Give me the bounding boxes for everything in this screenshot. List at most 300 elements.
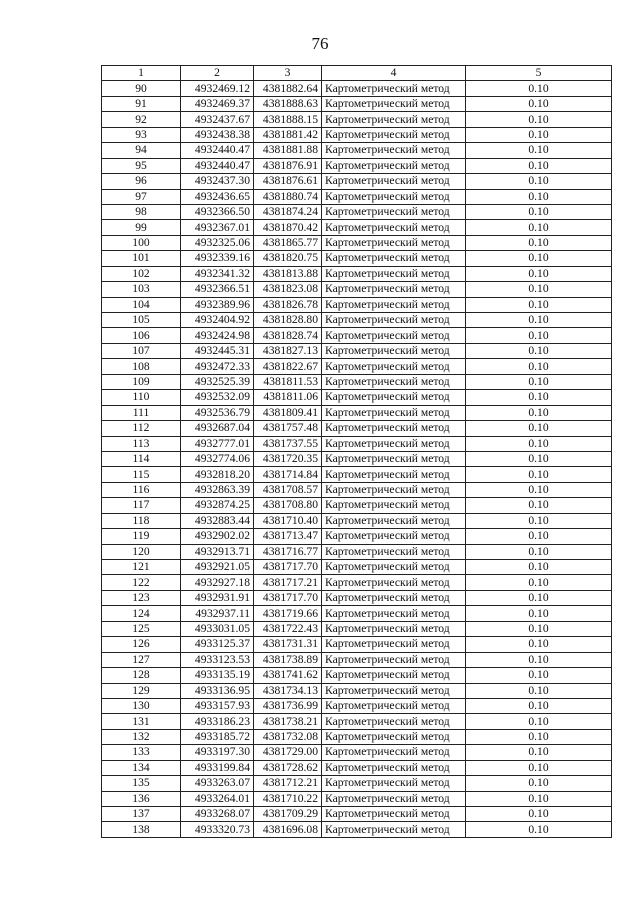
method-cell: Картометрический метод	[322, 498, 466, 513]
method-cell: Картометрический метод	[322, 668, 466, 683]
x-coordinate-cell: 4932437.67	[181, 112, 254, 127]
x-coordinate-cell: 4932921.05	[181, 560, 254, 575]
y-coordinate-cell: 4381714.84	[254, 467, 322, 482]
point-number-cell: 115	[102, 467, 181, 482]
method-cell: Картометрический метод	[322, 282, 466, 297]
table-row	[102, 544, 612, 559]
point-number-cell: 116	[102, 482, 181, 497]
method-cell: Картометрический метод	[322, 235, 466, 250]
point-number-cell: 106	[102, 328, 181, 343]
accuracy-cell: 0.10	[466, 328, 612, 343]
x-coordinate-cell: 4932883.44	[181, 513, 254, 528]
y-coordinate-cell: 4381822.67	[254, 359, 322, 374]
point-number-cell: 118	[102, 513, 181, 528]
accuracy-cell: 0.10	[466, 251, 612, 266]
table-row	[102, 683, 612, 698]
y-coordinate-cell: 4381734.13	[254, 683, 322, 698]
y-coordinate-cell: 4381738.21	[254, 714, 322, 729]
y-coordinate-cell: 4381865.77	[254, 235, 322, 250]
y-coordinate-cell: 4381882.64	[254, 81, 322, 96]
table-row	[102, 590, 612, 605]
point-number-cell: 105	[102, 313, 181, 328]
table-row	[102, 112, 612, 127]
point-number-cell: 117	[102, 498, 181, 513]
method-cell: Картометрический метод	[322, 96, 466, 111]
table-row	[102, 822, 612, 837]
method-cell: Картометрический метод	[322, 390, 466, 405]
point-number-cell: 126	[102, 637, 181, 652]
method-cell: Картометрический метод	[322, 807, 466, 822]
table-row	[102, 482, 612, 497]
y-coordinate-cell: 4381708.80	[254, 498, 322, 513]
table-row	[102, 652, 612, 667]
x-coordinate-cell: 4932777.01	[181, 436, 254, 451]
accuracy-cell: 0.10	[466, 482, 612, 497]
column-header-4: 4	[322, 66, 466, 81]
y-coordinate-cell: 4381826.78	[254, 297, 322, 312]
accuracy-cell: 0.10	[466, 621, 612, 636]
x-coordinate-cell: 4932472.33	[181, 359, 254, 374]
table-row	[102, 451, 612, 466]
method-cell: Картометрический метод	[322, 714, 466, 729]
point-number-cell: 138	[102, 822, 181, 837]
y-coordinate-cell: 4381888.63	[254, 96, 322, 111]
method-cell: Картометрический метод	[322, 405, 466, 420]
table-row	[102, 606, 612, 621]
table-row	[102, 498, 612, 513]
accuracy-cell: 0.10	[466, 127, 612, 142]
point-number-cell: 99	[102, 220, 181, 235]
method-cell: Картометрический метод	[322, 776, 466, 791]
method-cell: Картометрический метод	[322, 328, 466, 343]
table-row	[102, 390, 612, 405]
y-coordinate-cell: 4381710.40	[254, 513, 322, 528]
point-number-cell: 107	[102, 343, 181, 358]
method-cell: Картометрический метод	[322, 174, 466, 189]
column-header-3: 3	[254, 66, 322, 81]
x-coordinate-cell: 4932366.51	[181, 282, 254, 297]
accuracy-cell: 0.10	[466, 96, 612, 111]
accuracy-cell: 0.10	[466, 313, 612, 328]
point-number-cell: 108	[102, 359, 181, 374]
method-cell: Картометрический метод	[322, 575, 466, 590]
x-coordinate-cell: 4933123.53	[181, 652, 254, 667]
method-cell: Картометрический метод	[322, 529, 466, 544]
method-cell: Картометрический метод	[322, 81, 466, 96]
accuracy-cell: 0.10	[466, 652, 612, 667]
table-row	[102, 266, 612, 281]
accuracy-cell: 0.10	[466, 637, 612, 652]
point-number-cell: 129	[102, 683, 181, 698]
accuracy-cell: 0.10	[466, 544, 612, 559]
x-coordinate-cell: 4933135.19	[181, 668, 254, 683]
y-coordinate-cell: 4381717.70	[254, 560, 322, 575]
accuracy-cell: 0.10	[466, 112, 612, 127]
point-number-cell: 131	[102, 714, 181, 729]
x-coordinate-cell: 4932437.30	[181, 174, 254, 189]
accuracy-cell: 0.10	[466, 714, 612, 729]
x-coordinate-cell: 4932424.98	[181, 328, 254, 343]
y-coordinate-cell: 4381716.77	[254, 544, 322, 559]
table-row	[102, 313, 612, 328]
y-coordinate-cell: 4381729.00	[254, 745, 322, 760]
x-coordinate-cell: 4933264.01	[181, 791, 254, 806]
x-coordinate-cell: 4932366.50	[181, 204, 254, 219]
x-coordinate-cell: 4933125.37	[181, 637, 254, 652]
accuracy-cell: 0.10	[466, 359, 612, 374]
table-row	[102, 698, 612, 713]
x-coordinate-cell: 4932341.32	[181, 266, 254, 281]
y-coordinate-cell: 4381736.99	[254, 698, 322, 713]
x-coordinate-cell: 4932469.12	[181, 81, 254, 96]
accuracy-cell: 0.10	[466, 807, 612, 822]
point-number-cell: 110	[102, 390, 181, 405]
method-cell: Картометрический метод	[322, 112, 466, 127]
accuracy-cell: 0.10	[466, 745, 612, 760]
y-coordinate-cell: 4381876.91	[254, 158, 322, 173]
point-number-cell: 128	[102, 668, 181, 683]
method-cell: Картометрический метод	[322, 436, 466, 451]
accuracy-cell: 0.10	[466, 297, 612, 312]
point-number-cell: 125	[102, 621, 181, 636]
point-number-cell: 100	[102, 235, 181, 250]
y-coordinate-cell: 4381757.48	[254, 421, 322, 436]
accuracy-cell: 0.10	[466, 529, 612, 544]
table-row	[102, 714, 612, 729]
table-row	[102, 575, 612, 590]
x-coordinate-cell: 4932687.04	[181, 421, 254, 436]
table-row	[102, 143, 612, 158]
method-cell: Картометрический метод	[322, 822, 466, 837]
y-coordinate-cell: 4381828.74	[254, 328, 322, 343]
x-coordinate-cell: 4933136.95	[181, 683, 254, 698]
method-cell: Картометрический метод	[322, 158, 466, 173]
point-number-cell: 97	[102, 189, 181, 204]
table-row	[102, 776, 612, 791]
table-row	[102, 328, 612, 343]
accuracy-cell: 0.10	[466, 81, 612, 96]
method-cell: Картометрический метод	[322, 297, 466, 312]
method-cell: Картометрический метод	[322, 652, 466, 667]
y-coordinate-cell: 4381811.53	[254, 374, 322, 389]
y-coordinate-cell: 4381717.70	[254, 590, 322, 605]
y-coordinate-cell: 4381708.57	[254, 482, 322, 497]
point-number-cell: 103	[102, 282, 181, 297]
table-row	[102, 560, 612, 575]
method-cell: Картометрический метод	[322, 513, 466, 528]
point-number-cell: 123	[102, 590, 181, 605]
accuracy-cell: 0.10	[466, 760, 612, 775]
y-coordinate-cell: 4381874.24	[254, 204, 322, 219]
x-coordinate-cell: 4932874.25	[181, 498, 254, 513]
x-coordinate-cell: 4932367.01	[181, 220, 254, 235]
accuracy-cell: 0.10	[466, 235, 612, 250]
x-coordinate-cell: 4932438.38	[181, 127, 254, 142]
accuracy-cell: 0.10	[466, 560, 612, 575]
point-number-cell: 95	[102, 158, 181, 173]
y-coordinate-cell: 4381709.29	[254, 807, 322, 822]
accuracy-cell: 0.10	[466, 606, 612, 621]
accuracy-cell: 0.10	[466, 698, 612, 713]
accuracy-cell: 0.10	[466, 791, 612, 806]
point-number-cell: 121	[102, 560, 181, 575]
x-coordinate-cell: 4932774.06	[181, 451, 254, 466]
method-cell: Картометрический метод	[322, 606, 466, 621]
point-number-cell: 98	[102, 204, 181, 219]
accuracy-cell: 0.10	[466, 513, 612, 528]
x-coordinate-cell: 4933031.05	[181, 621, 254, 636]
y-coordinate-cell: 4381712.21	[254, 776, 322, 791]
table-row	[102, 668, 612, 683]
method-cell: Картометрический метод	[322, 359, 466, 374]
point-number-cell: 104	[102, 297, 181, 312]
table-header-row	[102, 66, 612, 81]
table-row	[102, 791, 612, 806]
method-cell: Картометрический метод	[322, 760, 466, 775]
y-coordinate-cell: 4381696.08	[254, 822, 322, 837]
accuracy-cell: 0.10	[466, 436, 612, 451]
point-number-cell: 137	[102, 807, 181, 822]
table-row	[102, 297, 612, 312]
column-header-5: 5	[466, 66, 612, 81]
accuracy-cell: 0.10	[466, 189, 612, 204]
point-number-cell: 136	[102, 791, 181, 806]
table-row	[102, 359, 612, 374]
x-coordinate-cell: 4932436.65	[181, 189, 254, 204]
y-coordinate-cell: 4381710.22	[254, 791, 322, 806]
accuracy-cell: 0.10	[466, 220, 612, 235]
method-cell: Картометрический метод	[322, 127, 466, 142]
x-coordinate-cell: 4932325.06	[181, 235, 254, 250]
method-cell: Картометрический метод	[322, 791, 466, 806]
point-number-cell: 114	[102, 451, 181, 466]
y-coordinate-cell: 4381881.42	[254, 127, 322, 142]
point-number-cell: 91	[102, 96, 181, 111]
y-coordinate-cell: 4381827.13	[254, 343, 322, 358]
x-coordinate-cell: 4932937.11	[181, 606, 254, 621]
method-cell: Картометрический метод	[322, 421, 466, 436]
table-row	[102, 760, 612, 775]
y-coordinate-cell: 4381728.62	[254, 760, 322, 775]
point-number-cell: 124	[102, 606, 181, 621]
y-coordinate-cell: 4381888.15	[254, 112, 322, 127]
table-row	[102, 282, 612, 297]
point-number-cell: 109	[102, 374, 181, 389]
method-cell: Картометрический метод	[322, 621, 466, 636]
column-header-1: 1	[102, 66, 181, 81]
x-coordinate-cell: 4932445.31	[181, 343, 254, 358]
accuracy-cell: 0.10	[466, 143, 612, 158]
point-number-cell: 127	[102, 652, 181, 667]
x-coordinate-cell: 4932913.71	[181, 544, 254, 559]
y-coordinate-cell: 4381717.21	[254, 575, 322, 590]
x-coordinate-cell: 4932818.20	[181, 467, 254, 482]
table-row	[102, 374, 612, 389]
x-coordinate-cell: 4933197.30	[181, 745, 254, 760]
y-coordinate-cell: 4381713.47	[254, 529, 322, 544]
table-row	[102, 421, 612, 436]
method-cell: Картометрический метод	[322, 251, 466, 266]
accuracy-cell: 0.10	[466, 174, 612, 189]
x-coordinate-cell: 4933199.84	[181, 760, 254, 775]
y-coordinate-cell: 4381820.75	[254, 251, 322, 266]
point-number-cell: 120	[102, 544, 181, 559]
table-row	[102, 436, 612, 451]
accuracy-cell: 0.10	[466, 158, 612, 173]
y-coordinate-cell: 4381738.89	[254, 652, 322, 667]
y-coordinate-cell: 4381731.31	[254, 637, 322, 652]
table-row	[102, 405, 612, 420]
x-coordinate-cell: 4933185.72	[181, 729, 254, 744]
x-coordinate-cell: 4933320.73	[181, 822, 254, 837]
table-row	[102, 343, 612, 358]
table-row	[102, 235, 612, 250]
method-cell: Картометрический метод	[322, 637, 466, 652]
table-row	[102, 621, 612, 636]
y-coordinate-cell: 4381870.42	[254, 220, 322, 235]
y-coordinate-cell: 4381809.41	[254, 405, 322, 420]
table-row	[102, 251, 612, 266]
table-row	[102, 158, 612, 173]
table-row	[102, 127, 612, 142]
point-number-cell: 113	[102, 436, 181, 451]
table-row	[102, 807, 612, 822]
accuracy-cell: 0.10	[466, 390, 612, 405]
accuracy-cell: 0.10	[466, 729, 612, 744]
table-row	[102, 513, 612, 528]
y-coordinate-cell: 4381823.08	[254, 282, 322, 297]
y-coordinate-cell: 4381719.66	[254, 606, 322, 621]
point-number-cell: 90	[102, 81, 181, 96]
x-coordinate-cell: 4932863.39	[181, 482, 254, 497]
point-number-cell: 96	[102, 174, 181, 189]
accuracy-cell: 0.10	[466, 405, 612, 420]
accuracy-cell: 0.10	[466, 421, 612, 436]
x-coordinate-cell: 4932389.96	[181, 297, 254, 312]
point-number-cell: 133	[102, 745, 181, 760]
accuracy-cell: 0.10	[466, 822, 612, 837]
table-row	[102, 204, 612, 219]
x-coordinate-cell: 4932440.47	[181, 143, 254, 158]
table-row	[102, 745, 612, 760]
x-coordinate-cell: 4933157.93	[181, 698, 254, 713]
accuracy-cell: 0.10	[466, 590, 612, 605]
x-coordinate-cell: 4932404.92	[181, 313, 254, 328]
method-cell: Картометрический метод	[322, 143, 466, 158]
x-coordinate-cell: 4932440.47	[181, 158, 254, 173]
x-coordinate-cell: 4932536.79	[181, 405, 254, 420]
accuracy-cell: 0.10	[466, 451, 612, 466]
x-coordinate-cell: 4932902.02	[181, 529, 254, 544]
table-row	[102, 637, 612, 652]
method-cell: Картометрический метод	[322, 451, 466, 466]
accuracy-cell: 0.10	[466, 266, 612, 281]
accuracy-cell: 0.10	[466, 776, 612, 791]
y-coordinate-cell: 4381737.55	[254, 436, 322, 451]
y-coordinate-cell: 4381722.43	[254, 621, 322, 636]
table-row	[102, 729, 612, 744]
method-cell: Картометрический метод	[322, 313, 466, 328]
method-cell: Картометрический метод	[322, 482, 466, 497]
point-number-cell: 119	[102, 529, 181, 544]
coordinates-table	[101, 65, 612, 838]
table-body	[102, 81, 612, 837]
x-coordinate-cell: 4932931.91	[181, 590, 254, 605]
method-cell: Картометрический метод	[322, 204, 466, 219]
y-coordinate-cell: 4381828.80	[254, 313, 322, 328]
x-coordinate-cell: 4932469.37	[181, 96, 254, 111]
method-cell: Картометрический метод	[322, 467, 466, 482]
x-coordinate-cell: 4933263.07	[181, 776, 254, 791]
method-cell: Картометрический метод	[322, 698, 466, 713]
point-number-cell: 130	[102, 698, 181, 713]
table-row	[102, 467, 612, 482]
y-coordinate-cell: 4381732.08	[254, 729, 322, 744]
method-cell: Картометрический метод	[322, 560, 466, 575]
method-cell: Картометрический метод	[322, 220, 466, 235]
point-number-cell: 94	[102, 143, 181, 158]
point-number-cell: 102	[102, 266, 181, 281]
method-cell: Картометрический метод	[322, 745, 466, 760]
accuracy-cell: 0.10	[466, 467, 612, 482]
x-coordinate-cell: 4932532.09	[181, 390, 254, 405]
column-header-2: 2	[181, 66, 254, 81]
x-coordinate-cell: 4933268.07	[181, 807, 254, 822]
method-cell: Картометрический метод	[322, 590, 466, 605]
y-coordinate-cell: 4381741.62	[254, 668, 322, 683]
accuracy-cell: 0.10	[466, 575, 612, 590]
method-cell: Картометрический метод	[322, 189, 466, 204]
x-coordinate-cell: 4933186.23	[181, 714, 254, 729]
accuracy-cell: 0.10	[466, 683, 612, 698]
method-cell: Картометрический метод	[322, 544, 466, 559]
x-coordinate-cell: 4932339.16	[181, 251, 254, 266]
table-row	[102, 220, 612, 235]
y-coordinate-cell: 4381720.35	[254, 451, 322, 466]
y-coordinate-cell: 4381876.61	[254, 174, 322, 189]
method-cell: Картометрический метод	[322, 374, 466, 389]
x-coordinate-cell: 4932927.18	[181, 575, 254, 590]
accuracy-cell: 0.10	[466, 374, 612, 389]
method-cell: Картометрический метод	[322, 729, 466, 744]
accuracy-cell: 0.10	[466, 343, 612, 358]
method-cell: Картометрический метод	[322, 266, 466, 281]
y-coordinate-cell: 4381880.74	[254, 189, 322, 204]
accuracy-cell: 0.10	[466, 498, 612, 513]
table-row	[102, 189, 612, 204]
method-cell: Картометрический метод	[322, 343, 466, 358]
point-number-cell: 92	[102, 112, 181, 127]
accuracy-cell: 0.10	[466, 282, 612, 297]
method-cell: Картометрический метод	[322, 683, 466, 698]
accuracy-cell: 0.10	[466, 204, 612, 219]
point-number-cell: 134	[102, 760, 181, 775]
x-coordinate-cell: 4932525.39	[181, 374, 254, 389]
point-number-cell: 101	[102, 251, 181, 266]
y-coordinate-cell: 4381811.06	[254, 390, 322, 405]
y-coordinate-cell: 4381881.88	[254, 143, 322, 158]
accuracy-cell: 0.10	[466, 668, 612, 683]
table-row	[102, 96, 612, 111]
point-number-cell: 111	[102, 405, 181, 420]
table-row	[102, 81, 612, 96]
page-number: 76	[311, 34, 329, 53]
point-number-cell: 135	[102, 776, 181, 791]
point-number-cell: 132	[102, 729, 181, 744]
table-row	[102, 174, 612, 189]
y-coordinate-cell: 4381813.88	[254, 266, 322, 281]
point-number-cell: 93	[102, 127, 181, 142]
